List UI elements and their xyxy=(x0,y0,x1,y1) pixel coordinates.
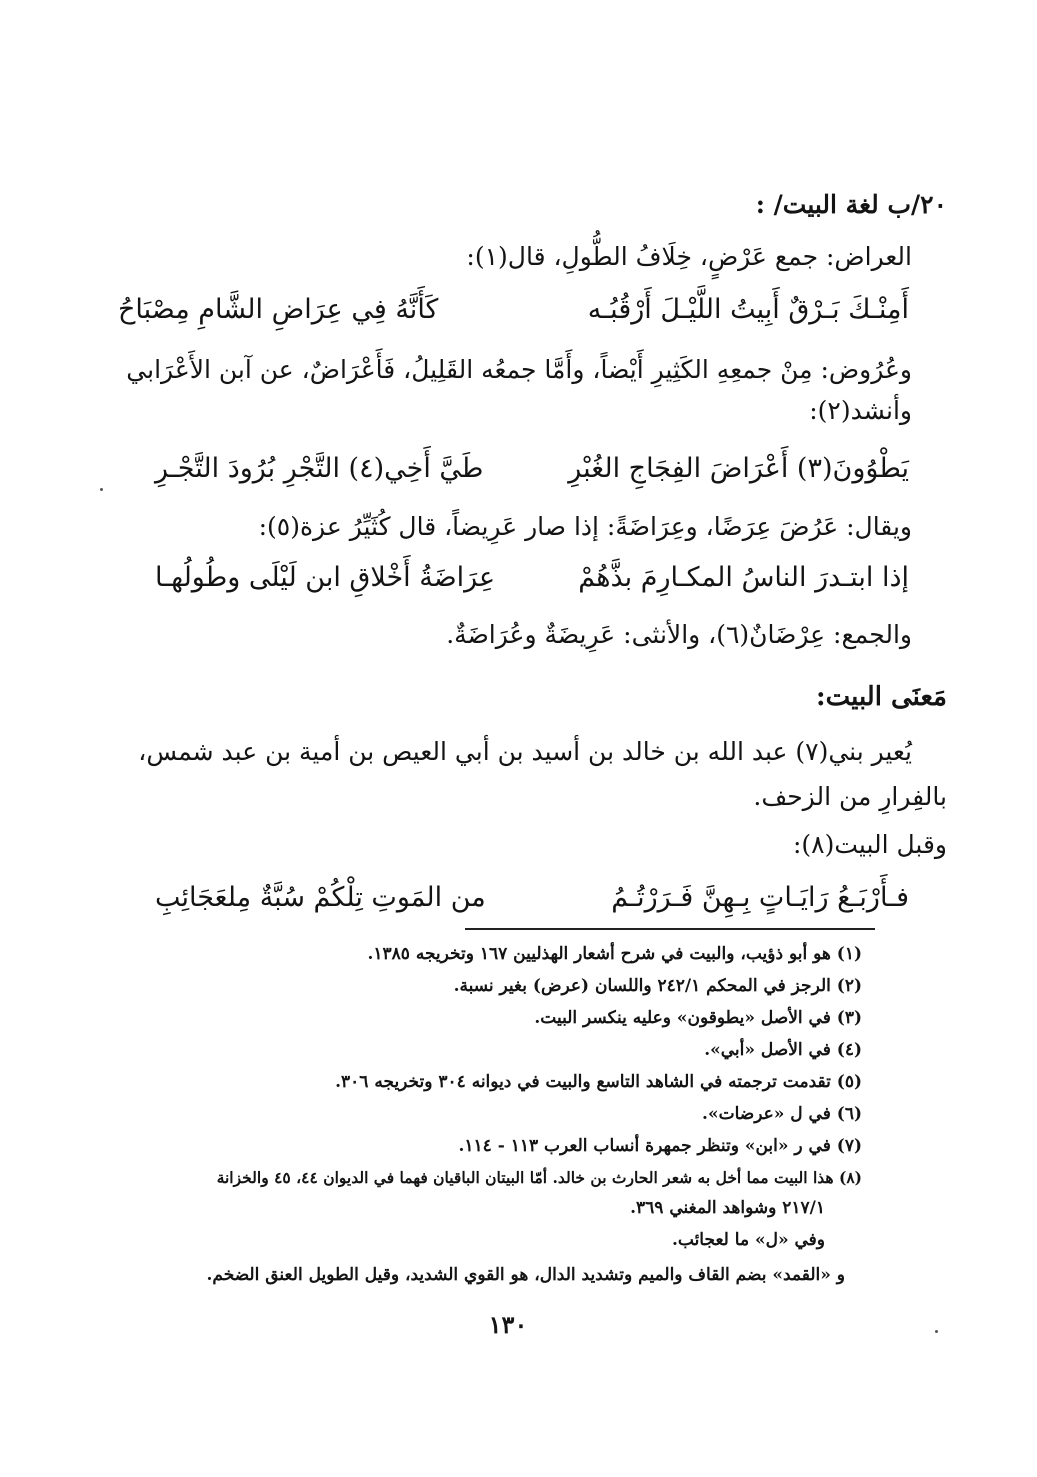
meaning-heading: مَعنَى البيت: xyxy=(815,682,947,712)
meaning-line-3: وقبل البيت(٨): xyxy=(792,830,947,859)
final-verse-first-hemistich: فـأَرْبَـعُ رَايَـاتٍ بِـهِنَّ فَـرَرْتُـمُ xyxy=(611,882,909,913)
footnote-8-note-b: و «القمد» بضم القاف والميم وتشديد الدال، هو القوي الشديد، وقيل الطويل العنق الضخم. xyxy=(206,1265,845,1285)
scan-speck xyxy=(935,1330,938,1333)
body-line-4: ويقال: عَرُضَ عِرَضًا، وعِرَاضَةً: إذا صار عَرِيضاً، قال كُثَيِّرُ عزة(٥): xyxy=(258,512,912,541)
verse-3-first-hemistich: إذا ابتـدرَ الناسُ المكـارِمَ بذَّهُمْ xyxy=(578,562,909,593)
meaning-line-1: يُعير بني(٧) عبد الله بن خالد بن أسيد بن أبي العيص بن أمية بن عبد شمس، xyxy=(138,737,912,766)
body-line-2: وعُرُوض: مِنْ جمعِهِ الكَثِيرِ أَيْضاً، وأَمَّا جمعُه القَلِيلُ، فَأَعْرَاضٌ، عن آبن الأَعْرَابي xyxy=(126,355,912,384)
footnote-separator xyxy=(465,928,875,930)
body-line-1: العراض: جمع عَرْضٍ، خِلَافُ الطُّولِ، قال(١): xyxy=(466,242,912,271)
footnote-1: (١) هو أبو ذؤيب، والبيت في شرح أشعار الهذليين ١٦٧ وتخريجه ١٣٨٥. xyxy=(367,944,862,964)
footnote-7: (٧) في ر «ابن» وتنظر جمهرة أنساب العرب ١١٣ - ١١٤. xyxy=(458,1136,862,1156)
verse-3-second-hemistich: عِرَاضَةُ أَخْلاقِ ابن لَيْلَى وطُولُهـا xyxy=(155,562,496,593)
verse-1-first-hemistich: أَمِنْـكَ بَـرْقٌ أَبِيتُ اللَّيْـلَ أَرْقُبُـه xyxy=(587,294,909,325)
body-line-3: وأنشد(٢): xyxy=(809,396,912,425)
page-number: ١٣٠ xyxy=(488,1310,528,1339)
verse-2-first-hemistich: يَطْوُونَ(٣) أَعْرَاضَ الفِجَاجِ الغُبْرِ xyxy=(568,453,909,484)
verse-1-second-hemistich: كَأَنَّهُ فِي عِرَاضِ الشَّامِ مِصْبَاحُ xyxy=(118,294,439,325)
verse-2-second-hemistich: طَيَّ أَخِي(٤) التَّجْرِ بُرُودَ التَّجْـرِ xyxy=(155,453,484,484)
footnote-8-continued: ٢١٧/١ وشواهد المغني ٣٦٩. xyxy=(630,1198,825,1218)
footnote-3: (٣) في الأصل «يطوقون» وعليه ينكسر البيت. xyxy=(534,1008,862,1028)
body-line-5: والجمع: عِرْضَانٌ(٦)، والأنثى: عَرِيضَةٌ وعُرَاضَةٌ. xyxy=(446,620,912,649)
footnote-8: (٨) هذا البيت مما أخل به شعر الحارث بن خالد. أمّا البيتان الباقيان فهما في الديوان ٤٤، ٤٥ والخزانة xyxy=(216,1168,862,1187)
final-verse-second-hemistich: من المَوتِ تِلْكُمْ سُبَّةٌ مِلعَجَائِبِ xyxy=(155,882,486,913)
footnote-4: (٤) في الأصل «أبي». xyxy=(704,1040,862,1060)
section-header: ٢٠/ب لغة البيت/ : xyxy=(755,190,947,219)
footnote-2: (٢) الرجز في المحكم ٢٤٢/١ واللسان (عرض) بغير نسبة. xyxy=(453,976,862,996)
scan-speck xyxy=(100,488,103,491)
footnote-6: (٦) في ل «عرضات». xyxy=(702,1104,862,1124)
footnote-8-note-a: وفي «ل» ما لعجائب. xyxy=(671,1230,825,1250)
footnote-5: (٥) تقدمت ترجمته في الشاهد التاسع والبيت في ديوانه ٣٠٤ وتخريجه ٣٠٦. xyxy=(335,1072,862,1092)
meaning-line-2: بالفِرارِ من الزحف. xyxy=(753,782,947,811)
